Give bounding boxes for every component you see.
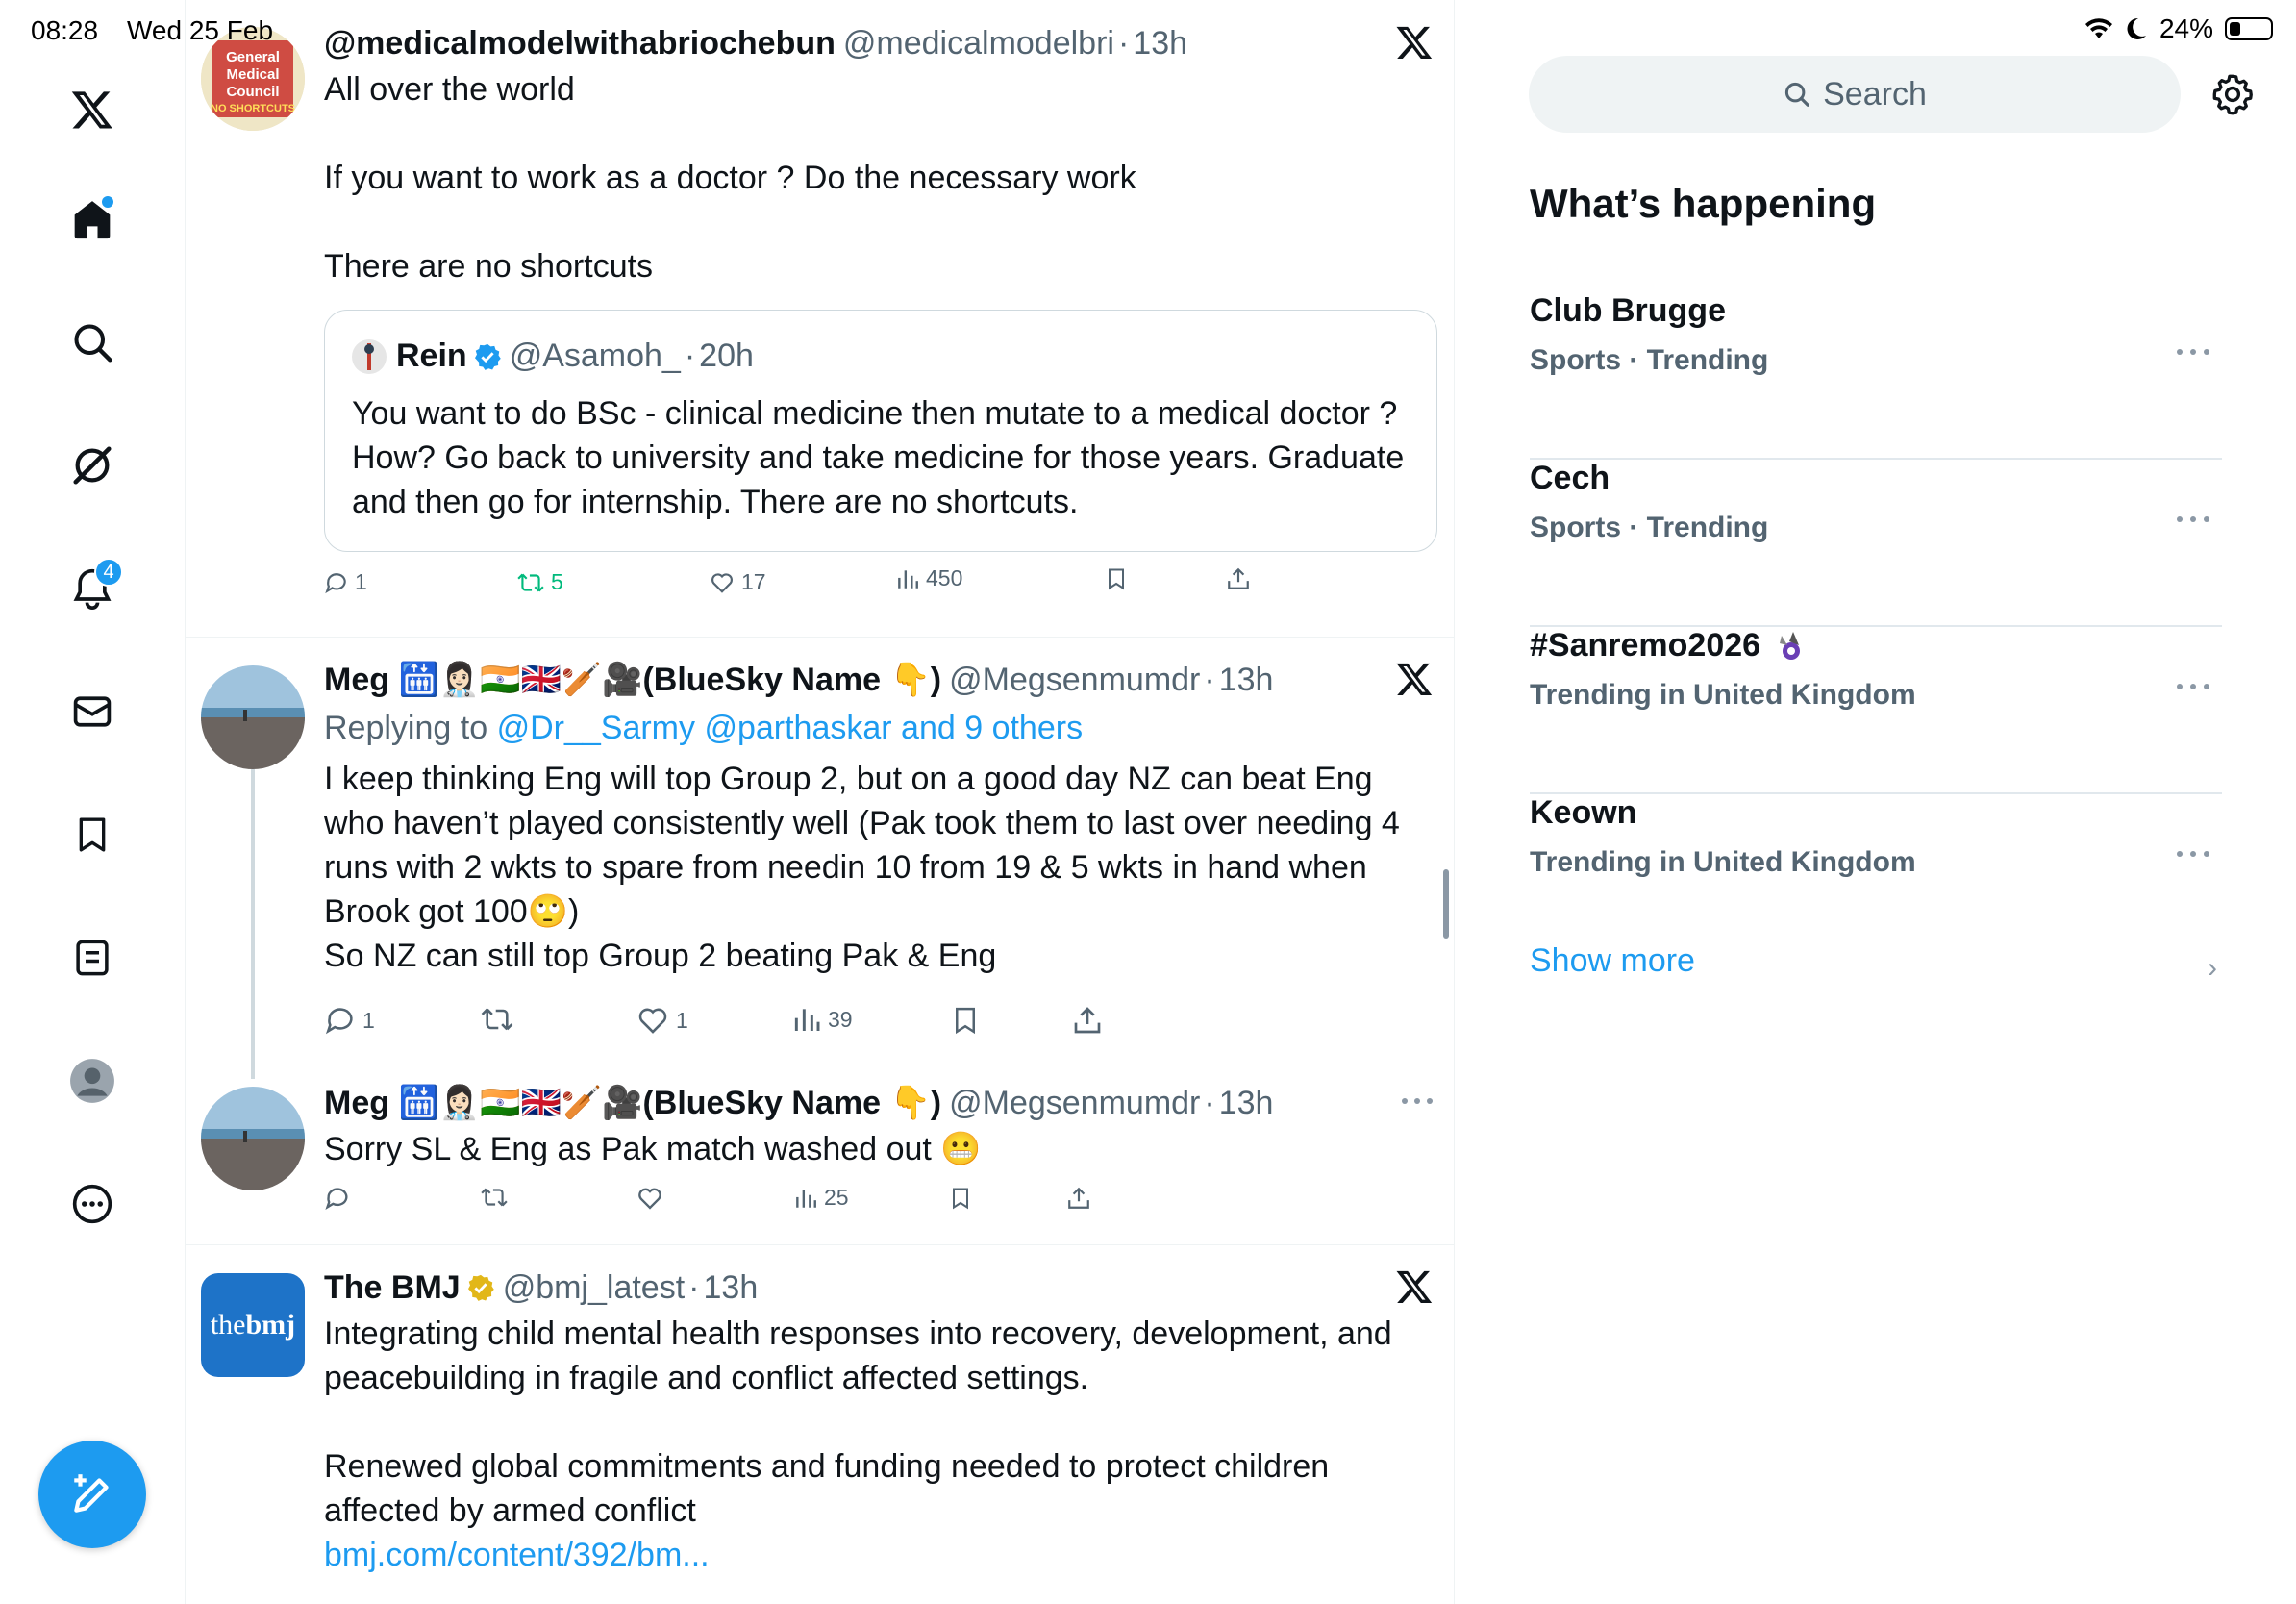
tweet[interactable] (186, 1060, 1455, 1244)
author-name[interactable]: Meg 🛗👩🏻‍⚕️🇮🇳🇬🇧🏏🎥(BlueSky Name 👇) (324, 1085, 942, 1121)
lists-icon[interactable] (63, 929, 121, 987)
trend-item[interactable] (1530, 292, 2222, 460)
verified-gold-badge-icon (466, 1273, 495, 1302)
svg-text:Medical: Medical (226, 66, 280, 83)
author-handle[interactable]: @Megsenmumdr (949, 661, 1201, 698)
bookmark-icon (1105, 565, 1128, 592)
tweet-time[interactable]: 13h (1133, 24, 1188, 62)
trend-item[interactable] (1530, 627, 2222, 794)
avatar[interactable] (201, 1087, 305, 1190)
tweet-body (324, 23, 1437, 288)
timeline (186, 0, 1455, 1604)
heart-icon (636, 1004, 670, 1037)
tweet-time[interactable]: 13h (1218, 661, 1274, 698)
quote-time: 20h (699, 338, 754, 374)
tweet[interactable] (186, 637, 1455, 1060)
trend-context: Trending in United Kingdom (1530, 679, 1916, 711)
left-nav (0, 0, 186, 1604)
repost-button[interactable] (516, 569, 563, 595)
share-icon (1066, 1185, 1091, 1212)
tweet-header (324, 660, 1437, 700)
trend-hashtag: #Sanremo2026 (1530, 627, 1761, 664)
trend-context: Sports · Trending (1530, 512, 1769, 543)
search-icon[interactable] (63, 313, 121, 371)
replying-to (324, 710, 1437, 747)
chevron-right-icon: › (2208, 952, 2217, 984)
verified-badge-icon (473, 342, 502, 371)
whats-happening-title: What’s happening (1530, 181, 1877, 226)
right-sidebar (1456, 0, 2296, 1604)
reply-icon (324, 1185, 351, 1212)
quoted-tweet[interactable] (324, 310, 1437, 552)
compose-icon (68, 1470, 116, 1518)
views-button[interactable] (793, 1185, 849, 1211)
avatar[interactable] (201, 665, 305, 769)
status-date: Wed 25 Feb (127, 15, 274, 45)
views-count: 39 (828, 1006, 853, 1032)
x-logo-icon (1395, 1267, 1434, 1306)
bookmark-button[interactable] (951, 1004, 980, 1037)
share-icon (1072, 1004, 1103, 1037)
bell-icon[interactable] (63, 560, 121, 617)
views-button[interactable] (791, 1004, 853, 1035)
svg-text:Council: Council (226, 84, 280, 100)
gear-icon[interactable] (2211, 73, 2254, 115)
quote-avatar (352, 339, 387, 374)
like-count: 17 (741, 569, 766, 594)
reply-icon (324, 1004, 357, 1037)
tweet-link[interactable]: bmj.com/content/392/bm... (324, 1537, 710, 1573)
quote-separator: · (684, 338, 696, 374)
repost-icon (480, 1004, 514, 1035)
quote-header (352, 338, 754, 375)
tweet-body (324, 660, 1437, 978)
compose-button[interactable] (38, 1441, 146, 1548)
bookmark-icon (949, 1185, 972, 1212)
author-name[interactable]: The BMJ (324, 1268, 461, 1306)
battery-percent: 24% (2159, 13, 2213, 43)
replying-to-users[interactable]: @Dr__Sarmy @parthaskar and 9 others (496, 710, 1084, 746)
tweet-actions (186, 565, 1455, 608)
tweet-text: All over the world If you want to work as a doctor ? Do the necessary work There are no shortcuts (324, 71, 1136, 285)
reply-button[interactable] (324, 1004, 375, 1037)
like-button[interactable] (636, 1185, 670, 1212)
tweet-actions (186, 1004, 1455, 1042)
tweet-body (324, 1083, 1437, 1171)
trend-more-icon[interactable] (2174, 677, 2212, 696)
trend-context: Sports · Trending (1530, 344, 1769, 376)
trend-title: Cech (1530, 460, 1610, 496)
replying-prefix: Replying to (324, 710, 488, 746)
views-count: 25 (824, 1185, 849, 1210)
scrollbar[interactable] (1443, 869, 1449, 939)
avatar[interactable] (201, 1273, 305, 1377)
tweet-text: Integrating child mental health responses into recovery, development, and peacebuilding in fragile and conflict affected settings. Renewed global commitments and funding needed to protect children affected by armed conflict (324, 1316, 1392, 1529)
mail-icon[interactable] (63, 683, 121, 740)
quote-author-handle: @Asamoh_ (509, 338, 681, 374)
author-handle[interactable]: @medicalmodelbri (842, 24, 1114, 62)
trend-item[interactable] (1530, 460, 2222, 627)
reply-button[interactable] (324, 569, 367, 595)
x-logo-icon (1395, 660, 1434, 698)
repost-button[interactable] (480, 1004, 520, 1035)
trend-more-icon[interactable] (2174, 342, 2212, 362)
trend-item[interactable] (1530, 794, 2222, 929)
home-unread-dot (102, 196, 113, 208)
header-separator: · (688, 1268, 700, 1306)
reply-icon (324, 570, 349, 595)
quote-author-name: Rein (396, 338, 467, 374)
bookmark-button[interactable] (949, 1185, 972, 1212)
like-button[interactable] (636, 1004, 688, 1037)
repost-icon (516, 570, 545, 595)
search-icon (1783, 80, 1811, 109)
trend-title: Keown (1530, 794, 1637, 831)
views-icon (791, 1004, 822, 1035)
status-time: 08:28 (31, 15, 99, 45)
notifications-badge: 4 (94, 558, 123, 587)
tweet[interactable] (186, 0, 1455, 637)
tweet-actions (186, 1185, 1455, 1223)
home-icon[interactable] (63, 190, 121, 248)
x-logo-icon[interactable] (63, 81, 121, 138)
heart-icon (709, 570, 736, 595)
bookmark-icon (951, 1004, 980, 1037)
header-separator: · (1117, 24, 1130, 62)
bookmark-icon[interactable] (63, 806, 121, 864)
trend-title: Club Brugge (1530, 292, 1726, 329)
repost-count: 5 (551, 569, 563, 594)
svg-text:General: General (226, 49, 280, 65)
tweet-header (324, 1267, 1437, 1308)
author-name[interactable]: Meg 🛗👩🏻‍⚕️🇮🇳🇬🇧🏏🎥(BlueSky Name 👇) (324, 662, 942, 698)
trend-title (1530, 627, 1810, 666)
share-button[interactable] (1066, 1185, 1091, 1212)
like-button[interactable] (709, 569, 766, 595)
wifi-icon (2084, 17, 2113, 40)
repost-button[interactable] (480, 1185, 514, 1210)
sanremo-emblem-icon (1772, 628, 1810, 666)
author-handle[interactable]: @Megsenmumdr (949, 1084, 1201, 1121)
like-count: 1 (676, 1007, 688, 1033)
trend-more-icon[interactable] (2174, 510, 2212, 529)
repost-icon (480, 1185, 509, 1210)
trend-more-icon[interactable] (2174, 844, 2212, 864)
views-button[interactable] (895, 565, 962, 591)
more-options-icon[interactable] (1401, 1096, 1434, 1106)
tweet-time[interactable]: 13h (703, 1268, 759, 1306)
share-button[interactable] (1072, 1004, 1103, 1037)
author-handle[interactable]: @bmj_latest (502, 1268, 686, 1306)
header-separator: · (1204, 1084, 1215, 1121)
battery-icon (2225, 17, 2273, 40)
search-bar[interactable] (1529, 56, 2181, 133)
avatar-logo-the: the (210, 1309, 246, 1341)
heart-icon (636, 1185, 664, 1212)
status-bar (0, 0, 2296, 60)
reply-count: 1 (362, 1007, 375, 1033)
share-button[interactable] (1226, 565, 1251, 592)
search-placeholder: Search (1823, 75, 1927, 113)
tweet-text: I keep thinking Eng will top Group 2, but on a good day NZ can beat Eng who haven’t played consistently well (Pak took them to last over needing 4 runs with 2 wkts to spare from needin 10 from 19 & 5 wkts in hand when Brook got 100🙄) So NZ can still top Group 2 beating Pak & Eng (324, 761, 1400, 974)
tweet[interactable] (186, 1244, 1455, 1604)
views-icon (895, 566, 920, 591)
reply-button[interactable] (324, 1185, 357, 1212)
avatar-logo-bmj: bmj (245, 1309, 296, 1341)
tweet-time[interactable]: 13h (1218, 1084, 1274, 1121)
moon-icon (2125, 16, 2148, 41)
svg-text:NO SHORTCUTS: NO SHORTCUTS (211, 103, 295, 114)
tweet-body (324, 1267, 1437, 1577)
show-more-link[interactable]: Show more (1530, 942, 1695, 979)
reply-count: 1 (355, 569, 367, 594)
grok-icon[interactable] (63, 437, 121, 494)
profile-icon[interactable] (63, 1052, 121, 1110)
tweet-text: Sorry SL & Eng as Pak match washed out 😬 (324, 1131, 982, 1167)
tweet-header (324, 1083, 1437, 1123)
bookmark-button[interactable] (1105, 565, 1128, 592)
views-count: 450 (926, 565, 963, 590)
share-icon (1226, 565, 1251, 592)
author-name[interactable]: @medicalmodelwithabriochebun (324, 24, 836, 62)
header-separator: · (1204, 661, 1215, 698)
status-right (2084, 13, 2273, 44)
quote-text: You want to do BSc - clinical medicine then mutate to a medical doctor ? How? Go back to university and take medicine for those years. Graduate and then go for internship. There are no shortcuts. (352, 395, 1413, 520)
views-icon (793, 1186, 818, 1211)
trend-context: Trending in United Kingdom (1530, 846, 1916, 878)
more-icon[interactable] (63, 1175, 121, 1233)
